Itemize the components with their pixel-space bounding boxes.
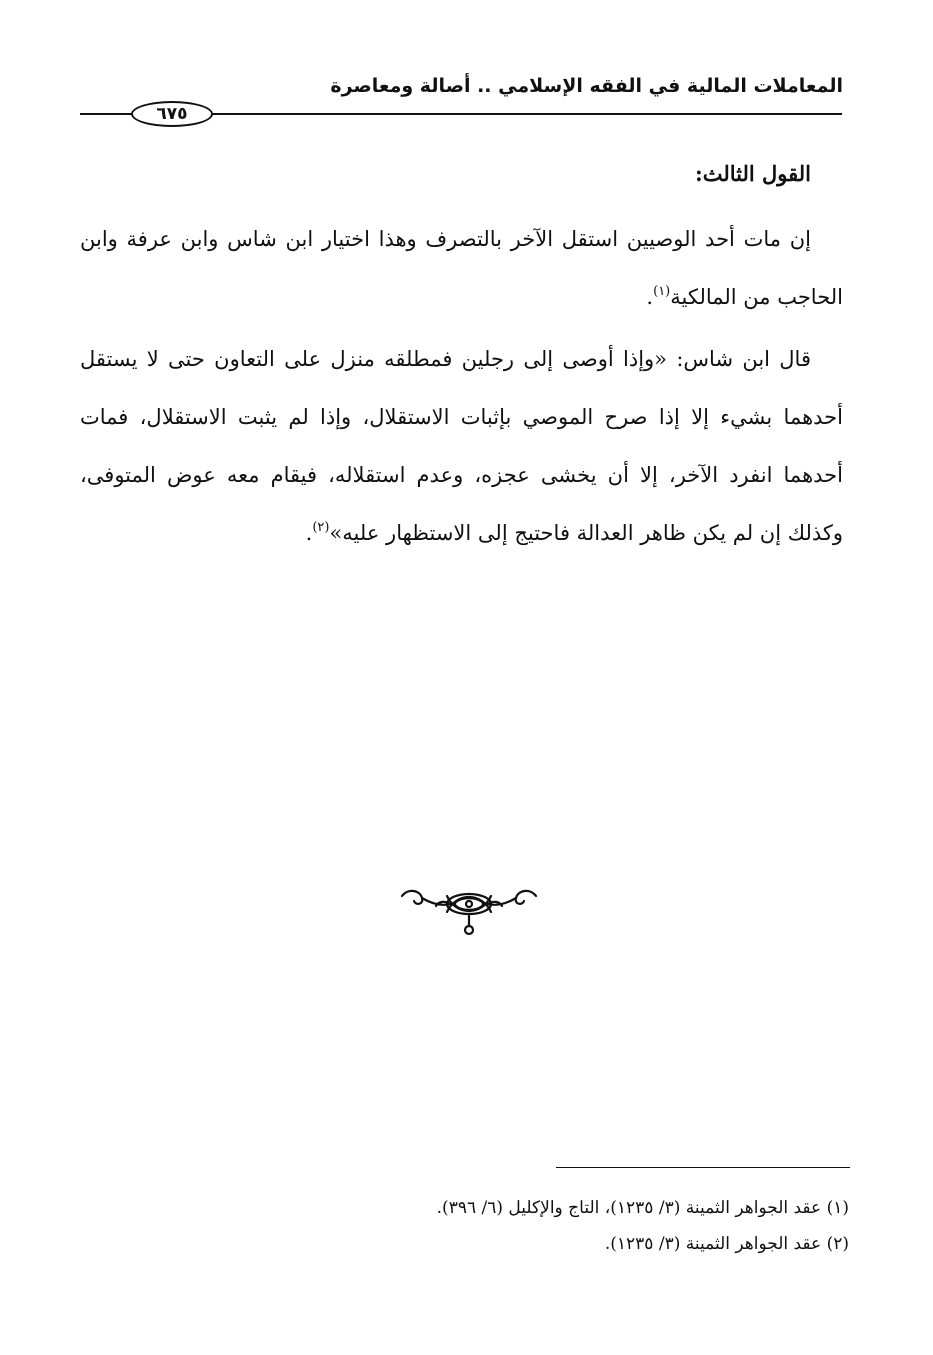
footnote-ref-1: (١): [653, 284, 671, 299]
ornament-divider-icon: [398, 882, 540, 942]
section-heading: القول الثالث:: [694, 161, 811, 186]
footnote-ref-2: (٢): [312, 520, 330, 535]
paragraph-1-end: .: [646, 285, 654, 309]
page-number-oval: [131, 101, 213, 127]
paragraph-1-text: إن مات أحد الوصيين استقل الآخر بالتصرف وهذا اختيار ابن شاس وابن عرفة وابن الحاجب من المالكية: [80, 227, 843, 309]
footnotes: [250, 1190, 849, 1262]
paragraph-1: [80, 210, 843, 326]
running-head: المعاملات المالية في الفقه الإسلامي .. أصالة ومعاصرة: [330, 75, 843, 97]
paragraph-2-end: .: [305, 521, 313, 545]
paragraph-2-text: قال ابن شاس: «وإذا أوصى إلى رجلين فمطلقه منزل على التعاون حتى لا يستقل أحدهما بشيء إلا إذا صرح الموصي بإثبات الاستقلال، وإذا لم يثبت الاستقلال، فمات أحدهما انفرد الآخر، إلا أن يخشى عجزه، وعدم استقلاله، فيقام معه عوض المتوفى، وكذلك إن لم يكن ظاهر العدالة فاحتيج إلى الاستظهار عليه»: [80, 347, 843, 545]
footnote-1: (١) عقد الجواهر الثمينة (٣/ ١٢٣٥)، التاج والإكليل (٦/ ٣٩٦).: [436, 1198, 849, 1218]
footnote-2: (٢) عقد الجواهر الثمينة (٣/ ١٢٣٥).: [604, 1234, 849, 1254]
paragraph-2: [80, 330, 843, 562]
page-number: ٦٧٥: [156, 104, 188, 124]
footnote-rule: [556, 1167, 850, 1168]
